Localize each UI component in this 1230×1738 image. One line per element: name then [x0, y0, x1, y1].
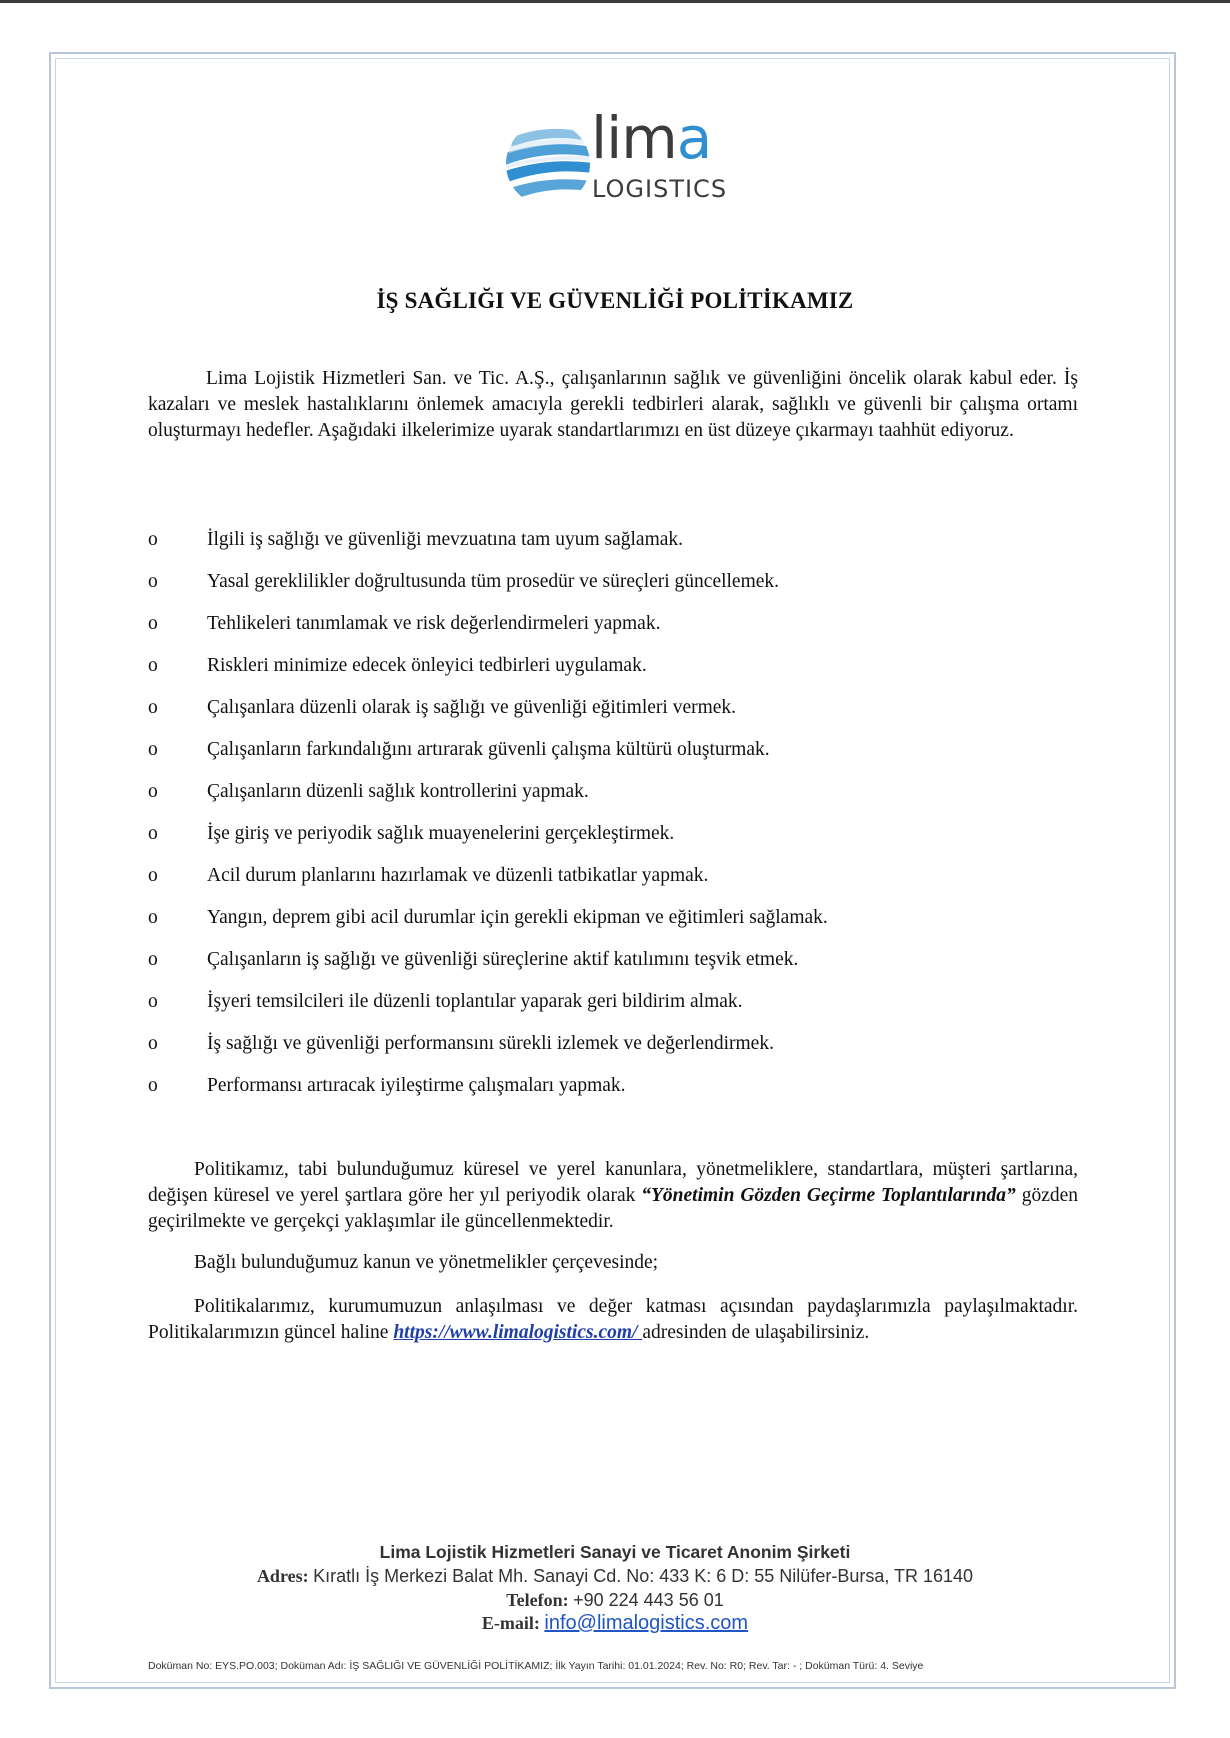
document-info: Doküman No: EYS.PO.003; Doküman Adı: İŞ SAĞLIĞI VE GÜVENLİĞİ POLİTİKAMIZ; İlk Yayın Tarihi: 01.01.2024; Rev. No: R0; Rev. Tar: - ; Doküman Türü: 4. Seviye [148, 1660, 924, 1672]
bullet-marker: o [148, 529, 158, 550]
policy-list-item-text: Çalışanlara düzenli olarak iş sağlığı ve güvenliği eğitimleri vermek. [207, 697, 737, 718]
bullet-marker: o [148, 907, 158, 928]
phone-label: Telefon: [506, 1590, 569, 1610]
bullet-marker: o [148, 865, 158, 886]
footer-email [0, 1612, 1230, 1635]
bullet-marker: o [148, 571, 158, 592]
bullet-marker: o [148, 949, 158, 970]
policy-list-item-text: Riskleri minimize edecek önleyici tedbirleri uygulamak. [207, 655, 647, 676]
logo-wordmark-accent: a [676, 104, 712, 172]
bullet-marker: o [148, 781, 158, 802]
policy-list-item-text: İşe giriş ve periyodik sağlık muayenelerini gerçekleştirmek. [207, 823, 675, 844]
address-value: Kıratlı İş Merkezi Balat Mh. Sanayi Cd. No: 433 K: 6 D: 55 Nilüfer-Bursa, TR 16140 [313, 1566, 974, 1586]
globe-icon [503, 119, 593, 209]
bullet-marker: o [148, 823, 158, 844]
page-title: İŞ SAĞLIĞI VE GÜVENLİĞİ POLİTİKAMIZ [376, 288, 854, 313]
policy-list-item-text: İlgili iş sağlığı ve güvenliği mevzuatına tam uyum sağlamak. [207, 529, 684, 550]
bullet-marker: o [148, 991, 158, 1012]
policy-list-item-text: Yasal gereklilikler doğrultusunda tüm prosedür ve süreçleri güncellemek. [207, 571, 780, 592]
share-paragraph-end: adresinden de ulaşabilirsiniz. [642, 1322, 870, 1343]
policy-list-item [148, 1073, 1078, 1115]
share-paragraph [148, 1294, 1078, 1346]
website-link[interactable]: https://www.limalogistics.com/ [393, 1322, 643, 1343]
policy-list-item [148, 611, 1078, 653]
company-logo [503, 104, 733, 211]
bullet-marker: o [148, 1075, 158, 1096]
phone-value: +90 224 443 56 01 [573, 1590, 724, 1610]
footer-company-name: Lima Lojistik Hizmetleri Sanayi ve Ticaret Anonim Şirketi [379, 1542, 851, 1562]
policy-list [148, 527, 1078, 1115]
policy-list-item-text: Çalışanların düzenli sağlık kontrollerini yapmak. [207, 781, 589, 802]
policy-list-item-text: Tehlikeleri tanımlamak ve risk değerlendirmeleri yapmak. [207, 613, 661, 634]
policy-paragraph [148, 1157, 1078, 1235]
footer-phone [0, 1590, 1230, 1611]
policy-list-item [148, 989, 1078, 1031]
policy-list-item-text: Çalışanların farkındalığını artırarak güvenli çalışma kültürü oluşturmak. [207, 739, 770, 760]
share-paragraph-text: Politikalarımız, kurumumuzun anlaşılması ve değer katması açısından paydaşlarımızla paylaşılmaktadır. Politikalarımızın güncel haline [148, 1296, 1078, 1343]
bullet-marker: o [148, 613, 158, 634]
footer-address [0, 1566, 1230, 1587]
policy-list-item [148, 737, 1078, 779]
logo-subtitle: LOGISTICS [592, 175, 728, 203]
bullet-marker: o [148, 739, 158, 760]
bullet-marker: o [148, 1033, 158, 1054]
policy-list-item-text: Performansı artıracak iyileştirme çalışmaları yapmak. [207, 1075, 626, 1096]
legal-paragraph: Bağlı bulunduğumuz kanun ve yönetmelikler çerçevesinde; [194, 1252, 659, 1273]
policy-list-item-text: İşyeri temsilcileri ile düzenli toplantılar yaparak geri bildirim almak. [207, 991, 743, 1012]
logo-wordmark-main: lim [591, 104, 677, 172]
policy-list-item [148, 695, 1078, 737]
policy-list-item [148, 779, 1078, 821]
policy-list-item [148, 905, 1078, 947]
bullet-marker: o [148, 697, 158, 718]
policy-paragraph-quote: “Yönetimin Gözden Geçirme Toplantılarında” [641, 1185, 1016, 1206]
policy-list-item [148, 863, 1078, 905]
logo-wordmark [591, 104, 712, 172]
policy-list-item [148, 569, 1078, 611]
email-link[interactable]: info@limalogistics.com [544, 1612, 749, 1634]
policy-list-item [148, 821, 1078, 863]
address-label: Adres: [256, 1566, 309, 1586]
policy-list-item-text: Yangın, deprem gibi acil durumlar için gerekli ekipman ve eğitimleri sağlamak. [207, 907, 828, 928]
policy-list-item-text: Çalışanların iş sağlığı ve güvenliği süreçlerine aktif katılımını teşvik etmek. [207, 949, 799, 970]
policy-list-item [148, 1031, 1078, 1073]
policy-list-item-text: İş sağlığı ve güvenliği performansını sürekli izlemek ve değerlendirmek. [207, 1033, 774, 1054]
bullet-marker: o [148, 655, 158, 676]
intro-paragraph: Lima Lojistik Hizmetleri San. ve Tic. A.Ş., çalışanlarının sağlık ve güvenliğini öncelik olarak kabul eder. İş kazaları ve meslek hastalıklarını önlemek amacıyla gerekli tedbirleri alarak, sağlıklı ve güvenli bir çalışma ortamı oluşturmayı hedefler. Aşağıdaki ilkelerimize uyarak standartlarımızı en üst düzeye çıkarmayı taahhüt ediyoruz. [148, 368, 1078, 441]
policy-paragraph-end: gözden geçirilmekte ve gerçekçi yaklaşımlar ile güncellenmektedir. [148, 1185, 1079, 1232]
policy-list-item [148, 653, 1078, 695]
policy-list-item-text: Acil durum planlarını hazırlamak ve düzenli tatbikatlar yapmak. [207, 865, 709, 886]
policy-list-item [148, 527, 1078, 569]
policy-paragraph-text: Politikamız, tabi bulunduğumuz küresel ve yerel kanunlara, yönetmeliklere, standartlara, müşteri şartlarına, değişen küresel ve yerel şartlara göre her yıl periyodik olarak [148, 1159, 1078, 1206]
email-label: E-mail: [481, 1613, 540, 1633]
top-rule [0, 0, 1230, 3]
policy-list-item [148, 947, 1078, 989]
